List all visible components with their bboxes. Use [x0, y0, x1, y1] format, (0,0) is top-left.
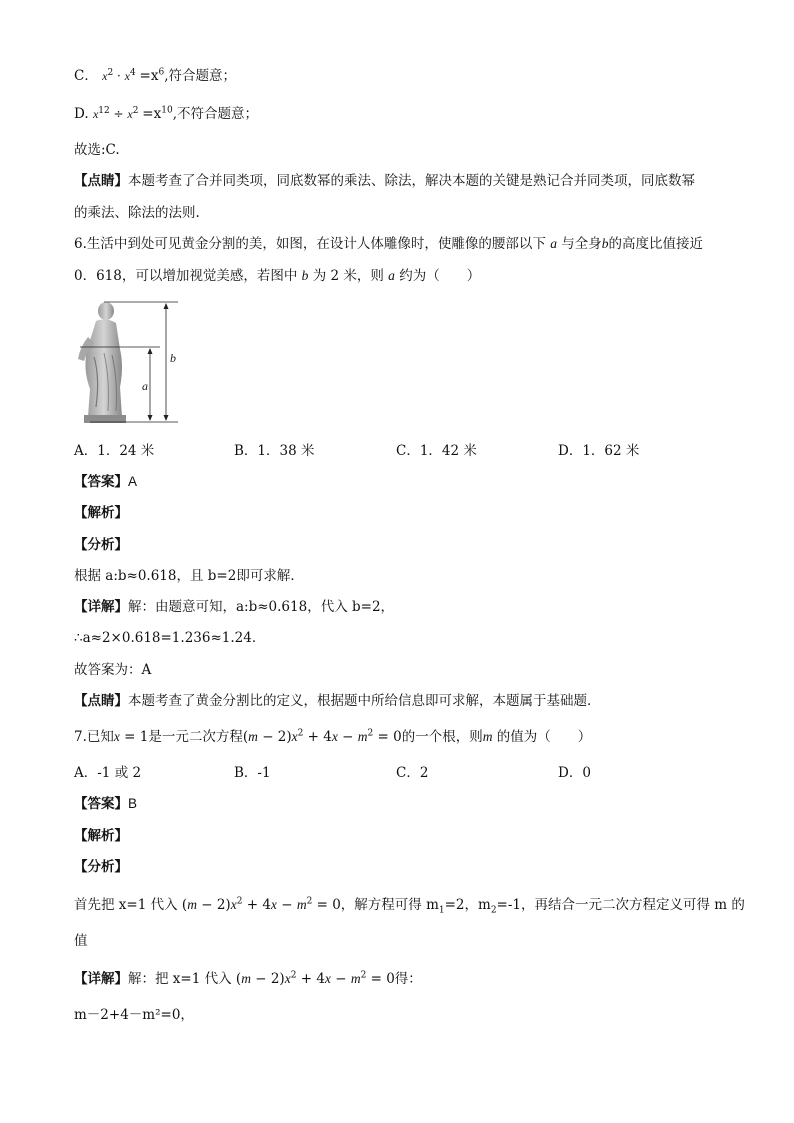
q7-equation: $(m - 2)x^2 + 4x - m^2 = 0$ — [242, 728, 402, 745]
q7-stem-part: 的一个根，则 — [401, 729, 483, 745]
answer-tag: 【答案】 — [74, 474, 128, 490]
q6-detail-line-1 — [74, 597, 394, 617]
q7-fenxi-line-1 — [74, 895, 745, 915]
option-d-exponent: 10 — [161, 105, 173, 116]
option-c-label: C． — [74, 68, 98, 84]
comment-tag: 【点睛】 — [74, 173, 128, 189]
option-c-result: =x — [139, 68, 159, 84]
figure-label-a: a — [142, 379, 148, 393]
q7-option-c: C．2 — [396, 765, 429, 781]
q7-equation: $(m - 2)x^2 + 4x - m^2 = 0$ — [181, 896, 341, 913]
q7-option-a: A．-1 或 2 — [74, 765, 142, 781]
detail-tag: 【详解】 — [74, 971, 128, 987]
q7-stem — [74, 727, 591, 747]
q6-stem-part: 的高度比值接近 — [608, 236, 703, 252]
q6-comment — [74, 691, 601, 711]
q6-final-answer: 故答案为：A — [74, 662, 152, 678]
statue-icon — [78, 302, 126, 423]
q7-detail — [74, 969, 422, 989]
statue-figure — [70, 297, 190, 425]
b-arrow-bottom — [164, 415, 169, 421]
q6-var-b: b — [301, 268, 309, 283]
q6-stem-line-2 — [74, 266, 480, 286]
q7-option-b: B．-1 — [234, 765, 271, 781]
q7-stem-part: 的值为（ ） — [496, 729, 592, 745]
q6-analysis-tag: 【解析】 — [74, 505, 128, 521]
detail-text: 解：把 x=1 代入 — [128, 971, 232, 987]
prev-choice: 故选:C. — [74, 142, 120, 158]
q7-stem-part: 是一元二次方程 — [148, 729, 243, 745]
detail-tag: 【详解】 — [74, 599, 128, 615]
q6-option-b: B．1．38 米 — [234, 443, 315, 459]
q6-stem-part: 与全身 — [561, 236, 602, 252]
fenxi-part: ，解方程可得 m — [340, 897, 439, 913]
q7-option-d: D．0 — [558, 765, 591, 781]
prev-comment-line-2: 的乘法、除法的法则. — [74, 205, 200, 221]
q6-fenxi-text: 根据 a:b≈0.618，且 b=2即可求解． — [74, 568, 304, 584]
q6-answer — [74, 472, 137, 492]
detail-text: 解：由题意可知，a:b≈0.618，代入 b=2， — [128, 599, 395, 615]
q7-root-formula: x = 1 — [113, 729, 149, 745]
option-d-result: =x — [142, 106, 162, 122]
option-d-label: D. — [74, 106, 89, 122]
a-arrow-top — [148, 348, 153, 354]
detail-text: 得： — [394, 971, 422, 987]
option-d-line — [74, 104, 258, 124]
q7-stem-part: 7.已知 — [74, 729, 114, 745]
q6-option-a: A．1．24 米 — [74, 443, 155, 459]
a-arrow-bottom — [148, 415, 153, 421]
q7-fenxi-tag: 【分析】 — [74, 859, 128, 875]
option-c-formula: $x^2 \cdot x^4$ — [102, 68, 136, 83]
q6-option-c: C．1．42 米 — [396, 443, 477, 459]
q7-fenxi-line-2: 值 — [74, 933, 88, 949]
q7-var-m: m — [482, 729, 493, 744]
q7-answer — [74, 794, 137, 814]
q6-stem-part: 约为（ ） — [399, 268, 481, 284]
subscript-2: 2 — [490, 905, 497, 916]
q6-var-a: a — [388, 268, 395, 283]
comment-text: 本题考查了黄金分割比的定义，根据题中所给信息即可求解，本题属于基础题． — [128, 693, 601, 709]
answer-value: B — [128, 796, 138, 811]
q6-detail-line-2: ∴a≈2×0.618=1.236≈1.24． — [74, 630, 266, 646]
figure-label-b: b — [170, 351, 176, 365]
q6-stem-part: 0．618，可以增加视觉美感，若图中 — [74, 268, 298, 284]
fenxi-part: =-1，再结合一元二次方程定义可得 m 的 — [496, 897, 745, 913]
q6-var-a: a — [550, 236, 557, 251]
option-c-exponent: 6 — [158, 67, 165, 78]
q6-stem-line-1 — [74, 234, 703, 254]
option-c-line — [74, 66, 236, 86]
q7-analysis-tag: 【解析】 — [74, 828, 128, 844]
q6-stem-part: 为 2 米，则 — [312, 268, 384, 284]
b-arrow-top — [164, 303, 169, 309]
fenxi-part: =2，m — [444, 897, 491, 913]
q7-last-line: m－2+4－m²=0， — [74, 1007, 194, 1023]
comment-text: 本题考查了合并同类项，同底数幂的乘法、除法，解决本题的关键是熟记合并同类项，同底数幂 — [128, 173, 695, 189]
q6-fenxi-tag: 【分析】 — [74, 537, 128, 553]
option-d-note: ,不符合题意； — [172, 106, 258, 122]
prev-comment-line-1 — [74, 171, 695, 191]
option-c-note: ,符合题意； — [164, 68, 237, 84]
fenxi-part: 首先把 x=1 代入 — [74, 897, 178, 913]
q6-stem-part: 6.生活中到处可见黄金分割的美，如图，在设计人体雕像时，使雕像的腰部以下 — [74, 236, 546, 252]
q6-option-d: D．1．62 米 — [558, 443, 640, 459]
comment-tag: 【点睛】 — [74, 693, 128, 709]
answer-value: A — [128, 474, 138, 489]
option-d-formula: $x^{12} \div x^2$ — [92, 106, 139, 121]
subscript-1: 1 — [438, 905, 445, 916]
q7-equation: $(m - 2)x^2 + 4x - m^2 = 0$ — [235, 970, 395, 987]
answer-tag: 【答案】 — [74, 796, 128, 812]
q6-var-b: b — [601, 236, 609, 251]
